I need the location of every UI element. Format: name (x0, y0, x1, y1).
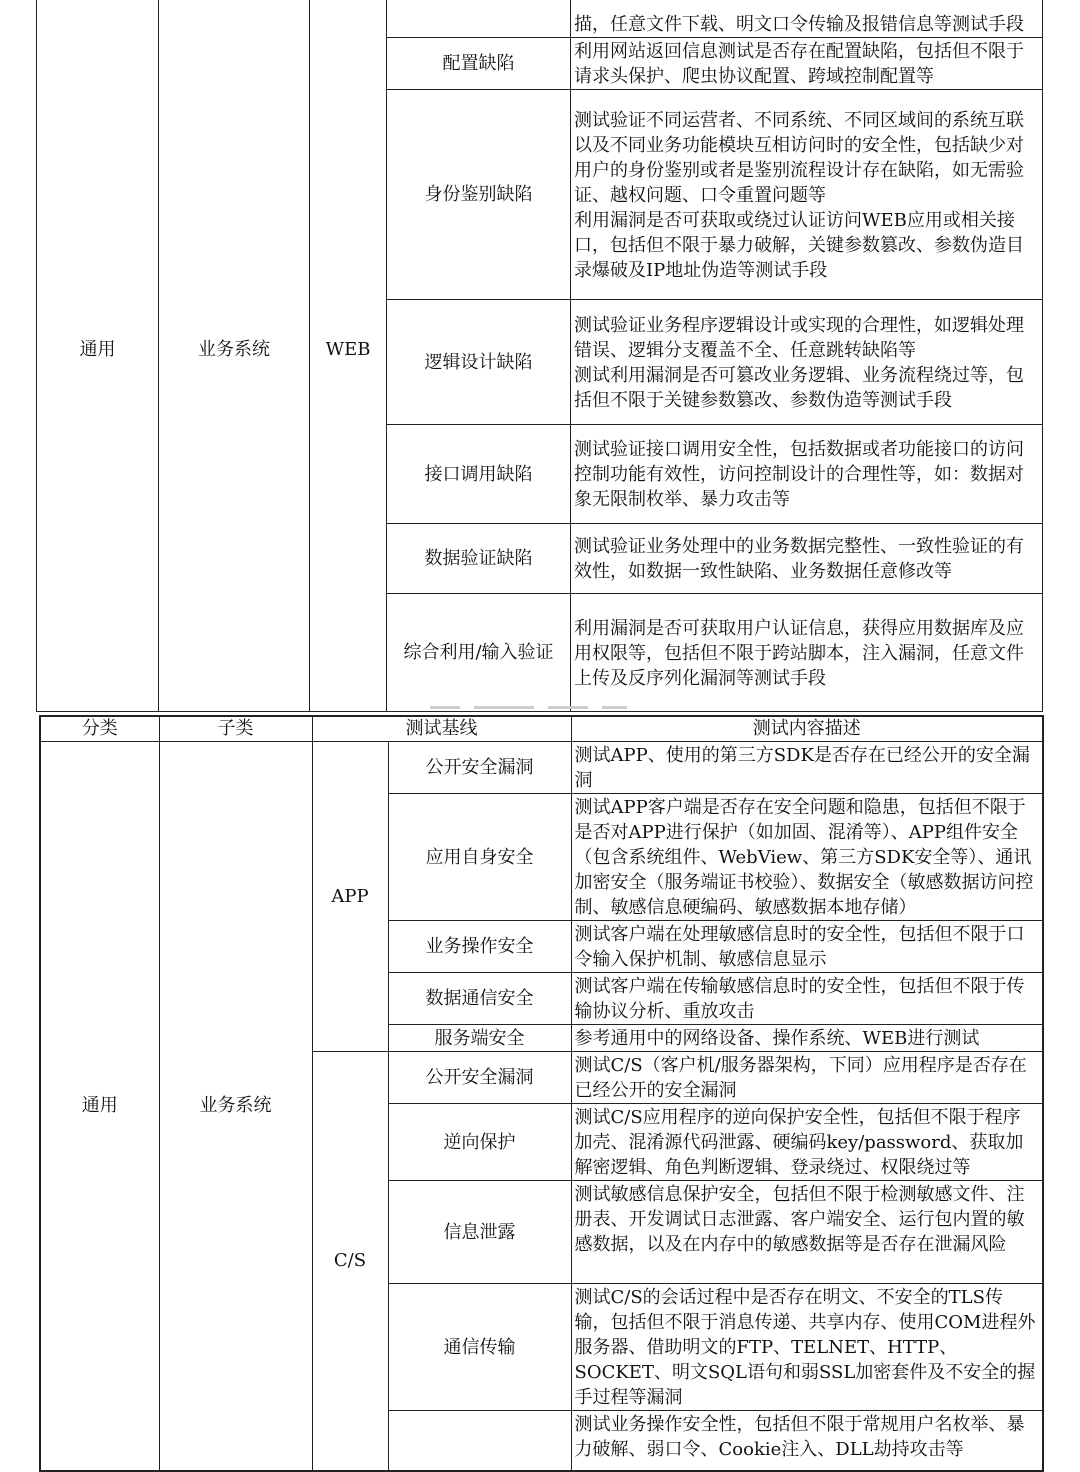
item-name: 应用自身安全 (388, 794, 571, 921)
item-description: 测试验证接口调用安全性，包括数据或者功能接口的访问控制功能有效性，访问控制设计的合理性等，如：数据对象无限制枚举、暴力攻击等 (571, 425, 1043, 524)
item-description: 测试APP客户端是否存在安全问题和隐患，包括但不限于是否对APP进行保护（如加固、混淆等）、APP组件安全（包含系统组件、WebView、第三方SDK安全等）、通讯加密安全（服务端证书校验）、数据安全（敏感数据访问控制、敏感信息硬编码、敏感数据本地存储） (571, 794, 1043, 921)
item-description: 测试APP、使用的第三方SDK是否存在已经公开的安全漏洞 (571, 742, 1043, 794)
category-cell: 通用 (37, 0, 159, 712)
item-description: 测试C/S应用程序的逆向保护安全性，包括但不限于程序加壳、混淆源代码泄露、硬编码key/password、获取加解密逻辑、角色判断逻辑、登录绕过、权限绕过等 (571, 1104, 1043, 1181)
item-description: 参考通用中的网络设备、操作系统、WEB进行测试 (571, 1025, 1043, 1052)
item-name: 数据验证缺陷 (387, 524, 571, 594)
item-name: 服务端安全 (388, 1025, 571, 1052)
lower-table (39, 715, 1044, 1472)
item-name: 公开安全漏洞 (388, 742, 571, 794)
item-name: 逆向保护 (388, 1104, 571, 1181)
page-break-shadow (430, 706, 730, 714)
item-description: 利用漏洞是否可获取用户认证信息，获得应用数据库及应用权限等，包括但不限于跨站脚本，注入漏洞，任意文件上传及反序列化漏洞等测试手段 (571, 594, 1043, 712)
upper-table (36, 0, 1043, 712)
item-name: 配置缺陷 (387, 38, 571, 90)
item-description: 利用网站返回信息测试是否存在配置缺陷，包括但不限于请求头保护、爬虫协议配置、跨域控制配置等 (571, 38, 1043, 90)
item-name: 数据通信安全 (388, 973, 571, 1025)
baseline-cs-cell: C/S (312, 1052, 388, 1471)
item-name: 身份鉴别缺陷 (387, 90, 571, 300)
header-baseline: 测试基线 (312, 716, 571, 742)
item-description: 描，任意文件下载、明文口令传输及报错信息等测试手段 (571, 0, 1043, 38)
item-description: 测试C/S的会话过程中是否存在明文、不安全的TLS传输，包括但不限于消息传递、共享内存、使用COM进程外服务器、借助明文的FTP、TELNET、HTTP、SOCKET、明文SQL语句和弱SSL加密套件及不安全的握手过程等漏洞 (571, 1284, 1043, 1411)
item-name: 公开安全漏洞 (388, 1052, 571, 1104)
item-name: 业务操作安全 (388, 921, 571, 973)
baseline-cell: WEB (310, 0, 387, 712)
item-name: 综合利用/输入验证 (387, 594, 571, 712)
item-description: 测试客户端在传输敏感信息时的安全性，包括但不限于传输协议分析、重放攻击 (571, 973, 1043, 1025)
subcategory-cell: 业务系统 (159, 0, 310, 712)
item-name: 信息泄露 (388, 1181, 571, 1284)
item-description: 测试验证业务处理中的业务数据完整性、一致性验证的有效性，如数据一致性缺陷、业务数据任意修改等 (571, 524, 1043, 594)
header-description: 测试内容描述 (571, 716, 1043, 742)
item-description: 测试客户端在处理敏感信息时的安全性，包括但不限于口令输入保护机制、敏感信息显示 (571, 921, 1043, 973)
item-name: 接口调用缺陷 (387, 425, 571, 524)
item-description: 测试C/S（客户机/服务器架构，下同）应用程序是否存在已经公开的安全漏洞 (571, 1052, 1043, 1104)
item-name (387, 0, 571, 38)
item-name: 逻辑设计缺陷 (387, 300, 571, 425)
header-subcategory: 子类 (159, 716, 312, 742)
item-name: 通信传输 (388, 1284, 571, 1411)
baseline-app-cell: APP (312, 742, 388, 1052)
item-name (388, 1411, 571, 1471)
header-category: 分类 (40, 716, 159, 742)
item-description: 测试业务操作安全性，包括但不限于常规用户名枚举、暴力破解、弱口令、Cookie注入、DLL劫持攻击等 (571, 1411, 1043, 1471)
category-cell: 通用 (40, 742, 159, 1471)
subcategory-cell: 业务系统 (159, 742, 312, 1471)
item-description: 测试敏感信息保护安全，包括但不限于检测敏感文件、注册表、开发调试日志泄露、客户端安全、运行包内置的敏感数据，以及在内存中的敏感数据等是否存在泄漏风险 (571, 1181, 1043, 1284)
item-description: 测试验证不同运营者、不同系统、不同区域间的系统互联以及不同业务功能模块互相访问时的安全性，包括缺少对用户的身份鉴别或者是鉴别流程设计存在缺陷，如无需验证、越权问题、口令重置问题等 利用漏洞是否可获取或绕过认证访问WEB应用或相关接口，包括但不限于暴力破解，关键参数篡改、参数伪造目录爆破及IP地址伪造等测试手段 (571, 90, 1043, 300)
item-description: 测试验证业务程序逻辑设计或实现的合理性，如逻辑处理错误、逻辑分支覆盖不全、任意跳转缺陷等 测试利用漏洞是否可篡改业务逻辑、业务流程绕过等，包括但不限于关键参数篡改、参数伪造等测试手段 (571, 300, 1043, 425)
